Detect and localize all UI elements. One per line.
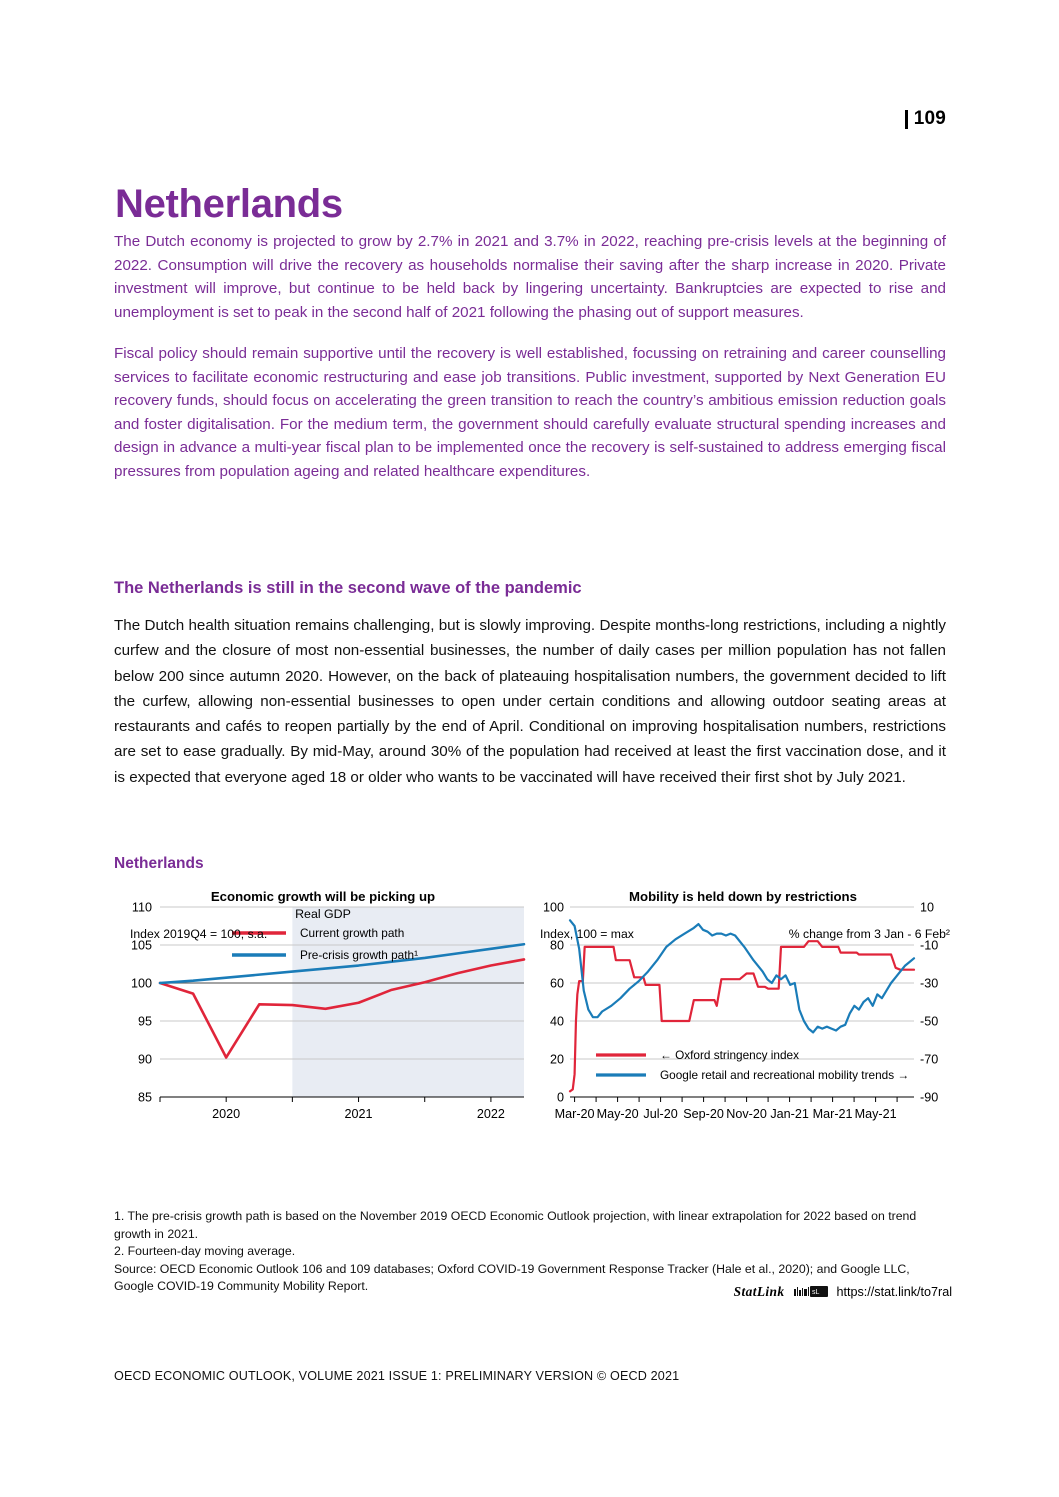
highlights-block bbox=[114, 230, 946, 501]
svg-text:sL: sL bbox=[811, 1288, 819, 1296]
chart-canvas-mobility bbox=[534, 885, 952, 1145]
y-axis-unit-gdp: Index 2019Q4 = 100, s.a. bbox=[130, 927, 268, 941]
svg-text:Nov-20: Nov-20 bbox=[726, 1107, 767, 1121]
svg-text:80: 80 bbox=[549, 938, 564, 953]
svg-text:Mar-20: Mar-20 bbox=[554, 1107, 595, 1121]
statlink-label: StatLink bbox=[733, 1284, 785, 1299]
statlink-row bbox=[114, 1284, 952, 1300]
chart-subtitle-gdp: Real GDP bbox=[295, 907, 351, 921]
svg-text:← Oxford stringency index: ← Oxford stringency index bbox=[660, 1048, 799, 1063]
svg-text:-30: -30 bbox=[920, 976, 939, 991]
svg-text:100: 100 bbox=[542, 900, 564, 915]
svg-text:110: 110 bbox=[131, 900, 152, 915]
chart-mobility bbox=[534, 885, 952, 1205]
page-footer: OECD ECONOMIC OUTLOOK, VOLUME 2021 ISSUE 1: PRELIMINARY VERSION © OECD 2021 bbox=[114, 1369, 680, 1383]
svg-text:2020: 2020 bbox=[212, 1107, 241, 1121]
svg-text:85: 85 bbox=[137, 1090, 152, 1105]
figure-label: Netherlands bbox=[114, 855, 204, 872]
chart-economic-growth bbox=[114, 885, 532, 1205]
svg-text:Mar-21: Mar-21 bbox=[812, 1107, 853, 1121]
page-number-header bbox=[905, 108, 946, 130]
header-rule bbox=[905, 110, 908, 129]
svg-text:Google retail and recreational: Google retail and recreational mobility trends → bbox=[660, 1068, 910, 1083]
svg-text:-50: -50 bbox=[920, 1014, 939, 1029]
svg-text:40: 40 bbox=[549, 1014, 564, 1029]
svg-text:20: 20 bbox=[549, 1052, 564, 1067]
svg-text:100: 100 bbox=[130, 976, 152, 991]
chart-title-mobility: Mobility is held down by restrictions bbox=[629, 889, 857, 904]
figure-charts bbox=[114, 885, 952, 1205]
y-axis-unit-left-mobility: Index, 100 = max bbox=[540, 927, 634, 941]
highlight-paragraph-1: The Dutch economy is projected to grow by 2.7% in 2021 and 3.7% in 2022, reaching pre-crisis levels at the beginning of 2022. Consumption will drive the recovery as households normalise their saving after the sharp increase in 2020. Private investment will improve, but continue to be held back by lingering uncertainty. Bankruptcies are expected to rise and unemployment is set to peak in the second half of 2021 following the phasing out of support measures. bbox=[114, 233, 946, 321]
page-number: 109 bbox=[913, 108, 946, 129]
note-2: 2. Fourteen-day moving average. bbox=[114, 1244, 296, 1259]
svg-text:95: 95 bbox=[137, 1014, 152, 1029]
note-source: Source: OECD Economic Outlook 106 and 109 databases; Oxford COVID-19 Government Response Tracker (Hale et al., 2020); and Google LLC, Google COVID-19 Community Mobility Report. bbox=[114, 1261, 910, 1294]
svg-text:2021: 2021 bbox=[344, 1107, 373, 1121]
svg-text:Jul-20: Jul-20 bbox=[643, 1107, 678, 1121]
y-axis-unit-right-mobility: % change from 3 Jan - 6 Feb² bbox=[788, 927, 950, 941]
body-paragraph: The Dutch health situation remains challenging, but is slowly improving. Despite months-long restrictions, including a nightly curfew and the closure of most non-essential businesses, the number of daily cases per million population has not fallen below 200 since autumn 2020. However, on the back of plateauing hospitalisation numbers, the government decided to lift the curfew, allowing non-essential businesses to open under certain conditions and allowing outdoor seating areas at restaurants and cafés to reopen partially by the end of April. Conditional on improving hospitalisation numbers, restrictions are set to ease gradually. By mid-May, around 30% of the population had received at least the first vaccination dose, and it is expected that everyone aged 18 or older who wants to be vaccinated will have received their first shot by July 2021. bbox=[114, 617, 946, 786]
chart-title-gdp: Economic growth will be picking up bbox=[210, 889, 436, 904]
highlight-paragraph-2: Fiscal policy should remain supportive until the recovery is well established, focussing on retraining and career counselling services to facilitate economic restructuring and ease job transitions. Public investment, supported by Next Generation EU recovery funds, should focus on accelerating the green transition to reach the country’s ambitious emission reduction goals and foster digitalisation. For the medium term, the government should carefully evaluate structural spending increases and design in advance a multi-year fiscal plan to be implemented once the recovery is self-sustained to address emerging fiscal pressures from population ageing and related healthcare expenditures. bbox=[114, 345, 946, 480]
svg-text:2022: 2022 bbox=[476, 1107, 505, 1121]
barcode-icon bbox=[794, 1286, 828, 1299]
svg-text:-70: -70 bbox=[920, 1052, 939, 1067]
figure-notes bbox=[114, 1208, 952, 1296]
svg-text:90: 90 bbox=[137, 1052, 152, 1067]
chart-canvas-gdp bbox=[114, 885, 532, 1145]
svg-text:0: 0 bbox=[556, 1090, 564, 1105]
svg-text:May-20: May-20 bbox=[596, 1107, 639, 1121]
note-1: 1. The pre-crisis growth path is based on the November 2019 OECD Economic Outlook projection, with linear extrapolation for 2022 based on trend growth in 2021. bbox=[114, 1209, 917, 1241]
svg-text:60: 60 bbox=[549, 976, 564, 991]
svg-text:10: 10 bbox=[920, 900, 935, 915]
svg-text:105: 105 bbox=[130, 938, 152, 953]
svg-text:Pre-crisis growth path¹: Pre-crisis growth path¹ bbox=[300, 948, 419, 963]
svg-text:-10: -10 bbox=[920, 938, 939, 953]
svg-text:-90: -90 bbox=[920, 1090, 939, 1105]
statlink-url[interactable]: https://stat.link/to7ral bbox=[836, 1285, 952, 1299]
svg-text:May-21: May-21 bbox=[854, 1107, 897, 1121]
section-heading: The Netherlands is still in the second wave of the pandemic bbox=[114, 578, 582, 597]
body-block bbox=[114, 613, 946, 790]
svg-text:Sep-20: Sep-20 bbox=[683, 1107, 724, 1121]
svg-text:Current growth path: Current growth path bbox=[300, 926, 405, 941]
svg-text:Jan-21: Jan-21 bbox=[770, 1107, 809, 1121]
page-title: Netherlands bbox=[115, 181, 343, 226]
